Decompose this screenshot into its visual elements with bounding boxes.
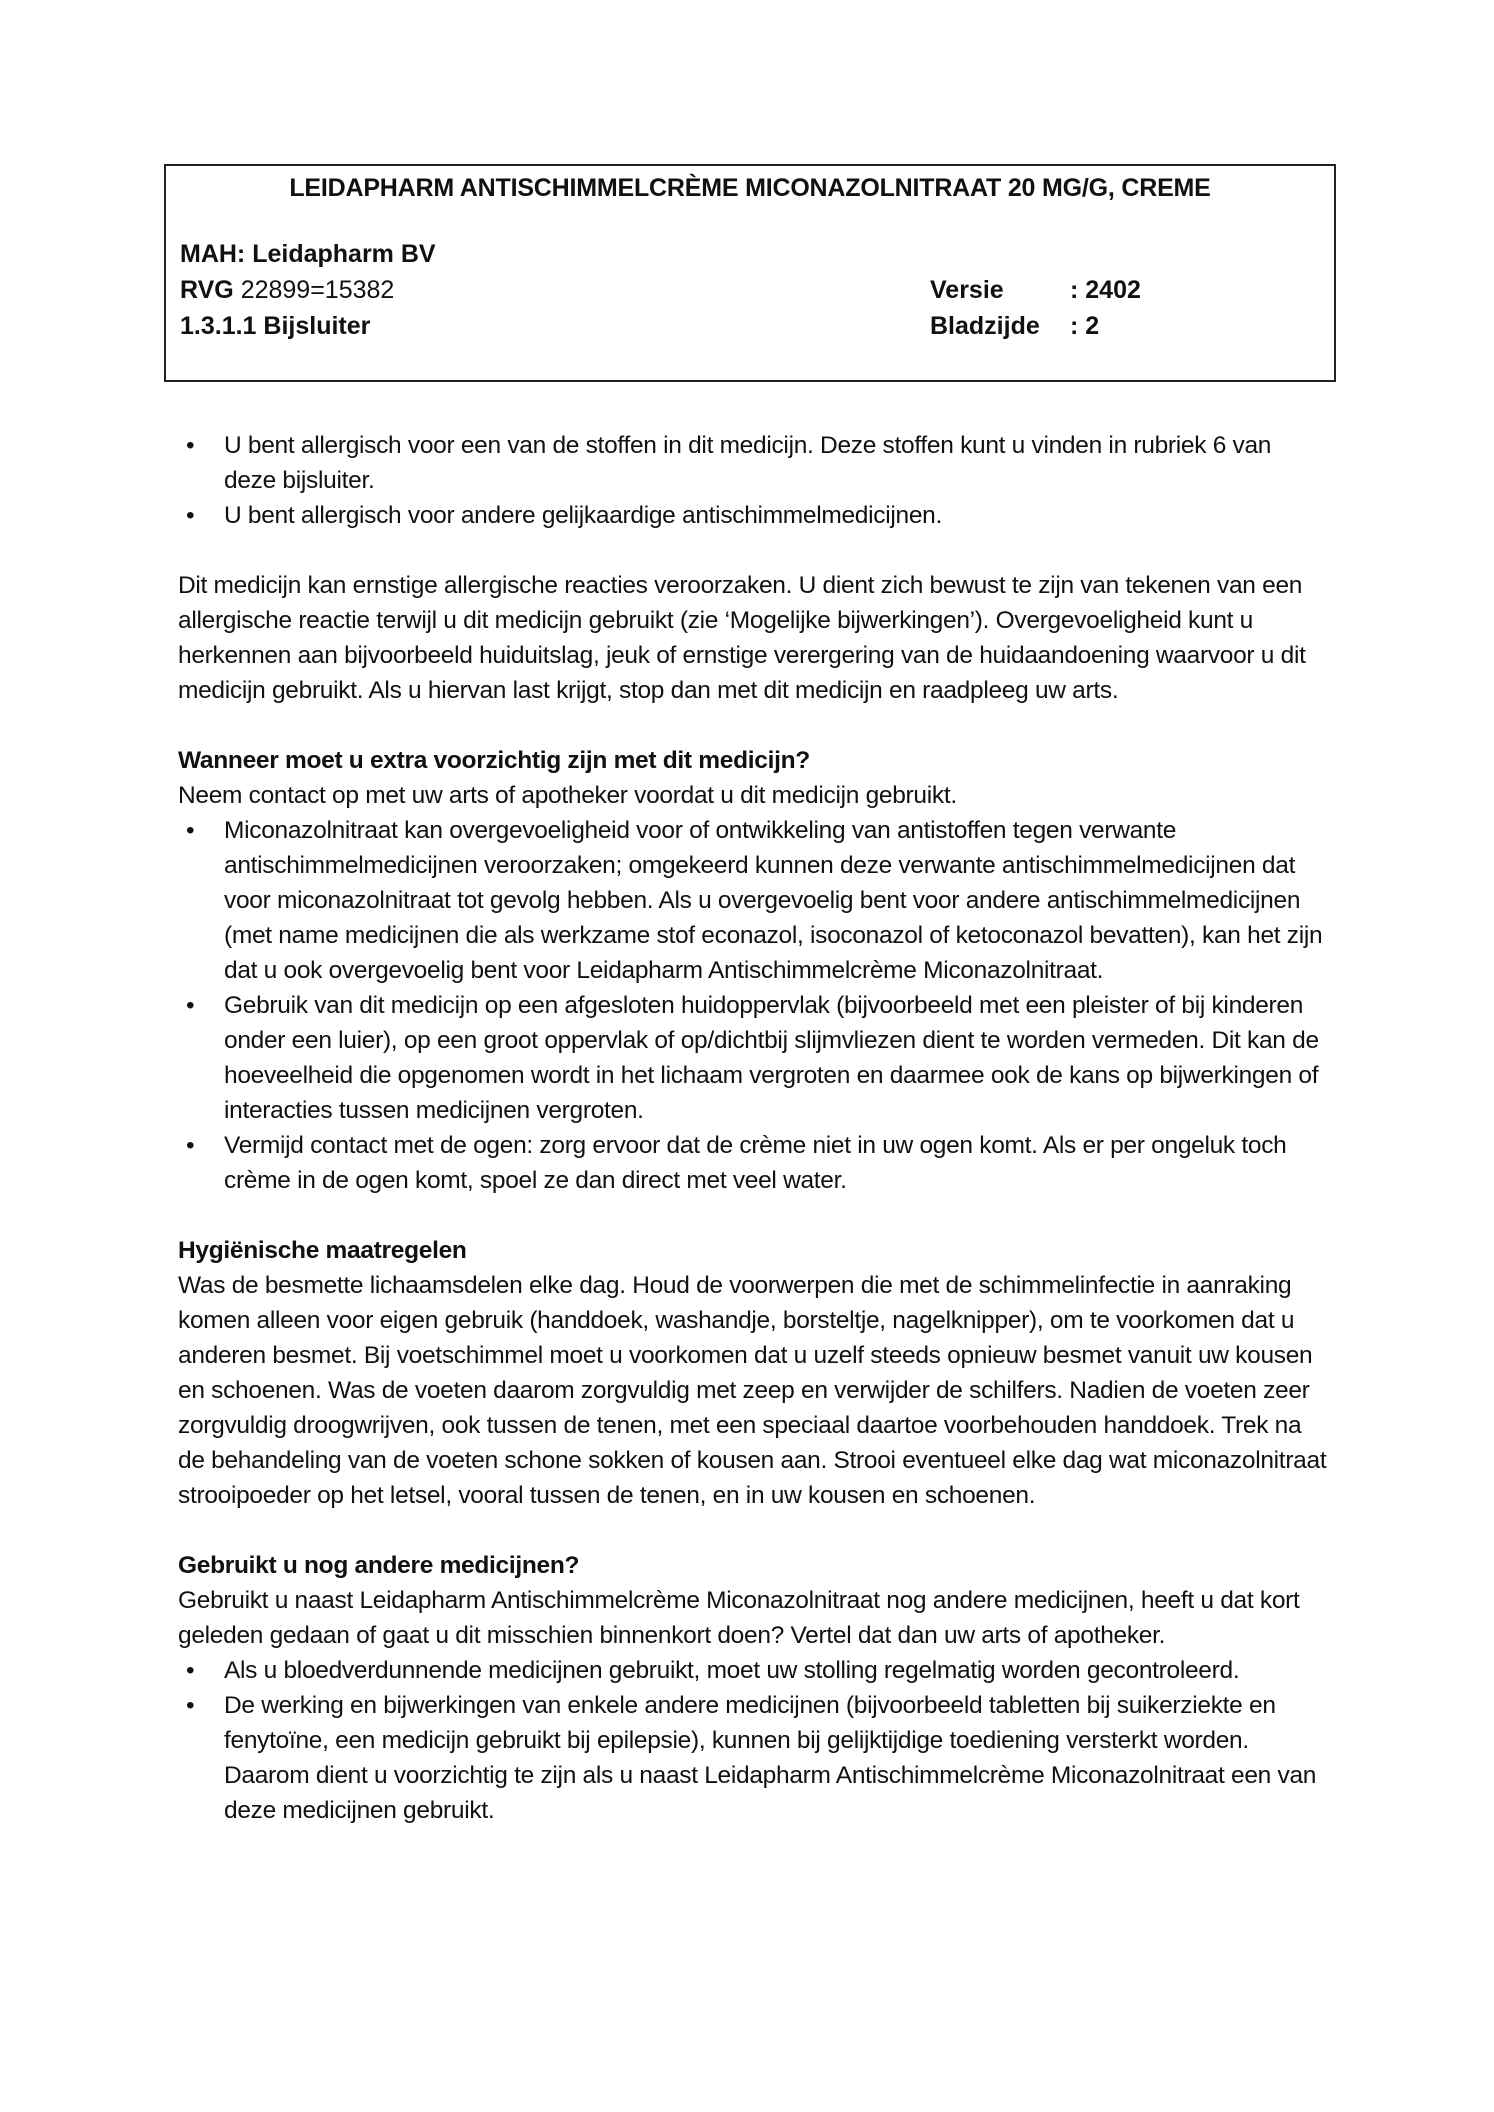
caution-intro: Neem contact op met uw arts of apotheker voordat u dit medicijn gebruikt. [178, 782, 957, 809]
versie-label: Versie [930, 276, 1004, 304]
hygiene-heading: Hygiënische maatregelen [178, 1237, 467, 1264]
list-item: • Gebruik van dit medicijn op een afgesloten huidoppervlak (bijvoorbeeld met een pleister of bij kinderen onder een luier), op een groot oppervlak of op/dichtbij slijmvliezen dient te worden vermeden. Dit kan de hoeveelheid die opgenomen wordt in het lichaam vergroten en daarmee ook de kans op bijwerkingen of interacties tussen medicijnen vergroten. [178, 988, 1328, 1128]
rvg-line [180, 276, 394, 305]
rvg-number: 22899=15382 [240, 276, 395, 304]
list-item: • Miconazolnitraat kan overgevoeligheid voor of ontwikkeling van antistoffen tegen verwante antischimmelmedicijnen veroorzaken; omgekeerd kunnen deze verwante antischimmelmedicijnen dat voor miconazolnitraat tot gevolg hebben. Als u overgevoelig bent voor andere antischimmelmedicijnen (met name medicijnen die als werkzame stof econazol, isoconazol of ketoconazol bevatten), kan het zijn dat u ook overgevoelig bent voor Leidapharm Antischimmelcrème Miconazolnitraat. [178, 813, 1328, 988]
leaflet-body [178, 428, 1328, 1828]
list-item: • U bent allergisch voor een van de stoffen in dit medicijn. Deze stoffen kunt u vinden in rubriek 6 van deze bijsluiter. [178, 428, 1328, 498]
list-item: • De werking en bijwerkingen van enkele andere medicijnen (bijvoorbeeld tabletten bij suikerziekte en fenytoïne, een medicijn gebruikt bij epilepsie), kunnen bij gelijktijdige toediening versterkt worden. Daarom dient u voorzichtig te zijn als u naast Leidapharm Antischimmelcrème Miconazolnitraat een van deze medicijnen gebruikt. [178, 1688, 1328, 1828]
page-number-line [930, 312, 1099, 341]
list-item: • Vermijd contact met de ogen: zorg ervoor dat de crème niet in uw ogen komt. Als er per ongeluk toch crème in de ogen komt, spoel ze dan direct met veel water. [178, 1128, 1328, 1198]
rvg-label: RVG [180, 276, 234, 304]
intro-bullet-list [178, 428, 1328, 533]
mah-line: MAH: Leidapharm BV [180, 240, 436, 268]
section-line: 1.3.1.1 Bijsluiter [180, 312, 371, 340]
bladzijde-label: Bladzijde [930, 312, 1040, 340]
allergy-paragraph: Dit medicijn kan ernstige allergische reacties veroorzaken. U dient zich bewust te zijn van tekenen van een allergische reactie terwijl u dit medicijn gebruikt (zie ‘Mogelijke bijwerkingen’). Overgevoeligheid kunt u herkennen aan bijvoorbeeld huiduitslag, jeuk of ernstige verergering van de huidaandoening waarvoor u dit medicijn gebruikt. Als u hiervan last krijgt, stop dan met dit medicijn en raadpleeg uw arts. [178, 572, 1306, 704]
versie-value: : 2402 [1070, 276, 1141, 304]
caution-bullet-list [178, 813, 1328, 1198]
caution-heading: Wanneer moet u extra voorzichtig zijn met dit medicijn? [178, 747, 810, 774]
version-line [930, 276, 1141, 305]
other-meds-intro: Gebruikt u naast Leidapharm Antischimmelcrème Miconazolnitraat nog andere medicijnen, heeft u dat kort geleden gedaan of gaat u dit misschien binnenkort doen? Vertel dat dan uw arts of apotheker. [178, 1587, 1300, 1649]
product-title: LEIDAPHARM ANTISCHIMMELCRÈME MICONAZOLNITRAAT 20 MG/G, CREME [289, 174, 1211, 202]
hygiene-paragraph: Was de besmette lichaamsdelen elke dag. Houd de voorwerpen die met de schimmelinfectie in aanraking komen alleen voor eigen gebruik (handdoek, washandje, borsteltje, nagelknipper), om te voorkomen dat u anderen besmet. Bij voetschimmel moet u voorkomen dat u uzelf steeds opnieuw besmet vanuit uw kousen en schoenen. Was de voeten daarom zorgvuldig met zeep en verwijder de schilfers. Nadien de voeten zeer zorgvuldig droogwrijven, ook tussen de tenen, met een speciaal daartoe voorbehouden handdoek. Trek na de behandeling van de voeten schone sokken of kousen aan. Strooi eventueel elke dag wat miconazolnitraat strooipoeder op het letsel, vooral tussen de tenen, en in uw kousen en schoenen. [178, 1272, 1327, 1509]
other-meds-bullet-list [178, 1653, 1328, 1828]
list-item: • U bent allergisch voor andere gelijkaardige antischimmelmedicijnen. [178, 498, 1328, 533]
bladzijde-value: : 2 [1070, 312, 1100, 340]
document-header [164, 164, 1336, 382]
list-item: • Als u bloedverdunnende medicijnen gebruikt, moet uw stolling regelmatig worden gecontroleerd. [178, 1653, 1328, 1688]
other-meds-heading: Gebruikt u nog andere medicijnen? [178, 1552, 580, 1579]
